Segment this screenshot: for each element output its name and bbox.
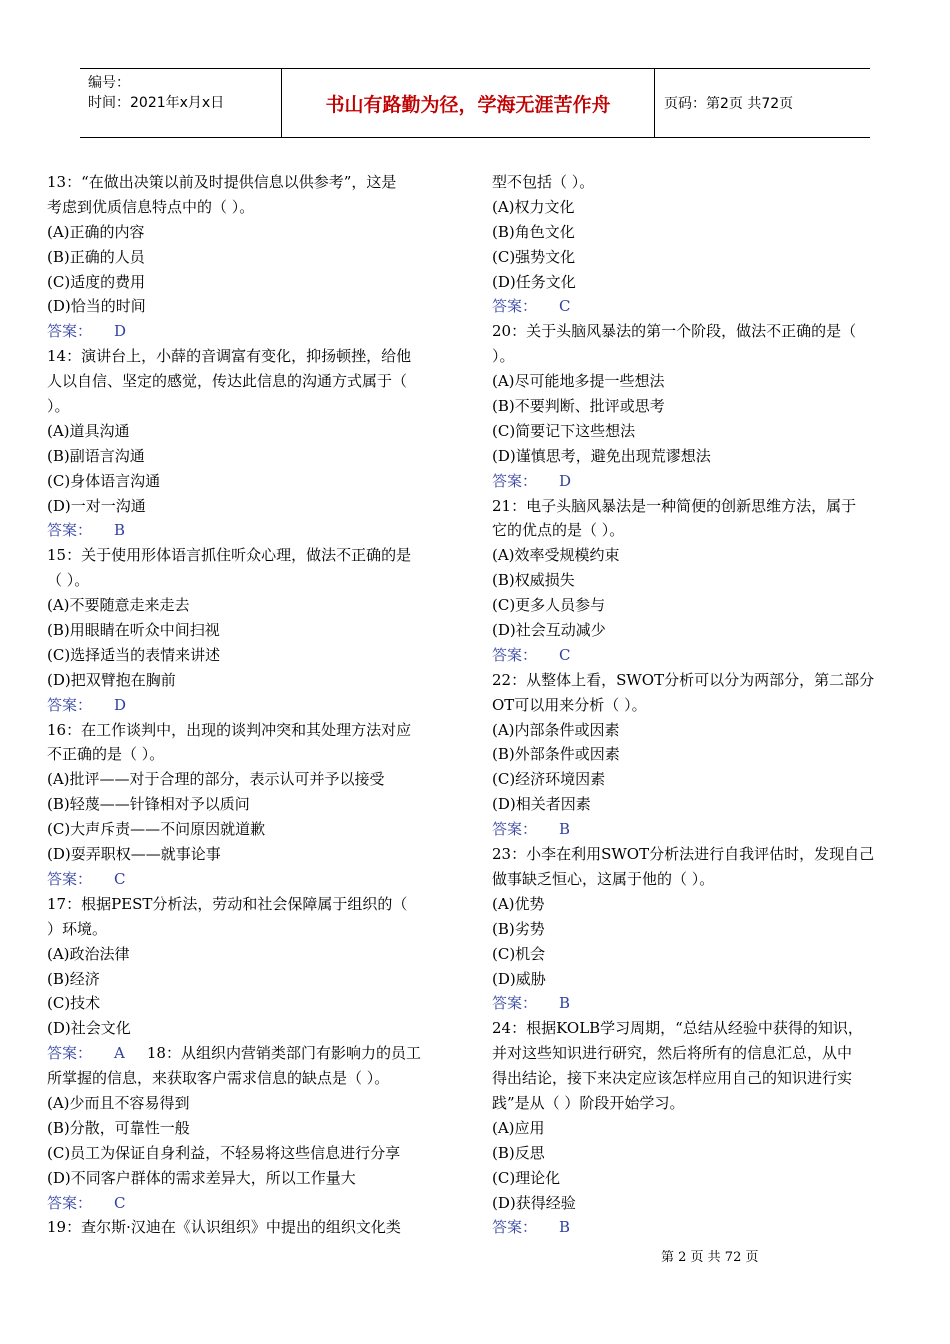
question-line: (B)轻蔑——针锋相对予以质问 [47, 795, 250, 814]
question-line: (C)员工为保证自身利益，不轻易将这些信息进行分享 [47, 1143, 401, 1162]
answer-label: 答案： [492, 645, 538, 664]
page-footer: 第 2 页 共 72 页 [661, 1250, 759, 1265]
question-line: (B)权威损失 [492, 571, 575, 590]
question-line: (C)更多人员参与 [492, 596, 606, 615]
question-line: (D)获得经验 [492, 1193, 576, 1212]
question-line: (D)社会文化 [47, 1019, 131, 1038]
question-line: 人以自信、坚定的感觉，传达此信息的沟通方式属于（ [47, 372, 408, 391]
answer-label: 答案： [47, 1193, 93, 1212]
question-line: OT可以用来分析（ ）。 [492, 695, 647, 714]
header-page-info: 页码：第2页 共72页 [664, 96, 794, 112]
question-line: (A)应用 [492, 1118, 545, 1137]
question-line: 所掌握的信息，来获取客户需求信息的缺点是（ ）。 [47, 1069, 390, 1088]
answer-line [47, 319, 465, 344]
question-line: (D)社会互动减少 [492, 621, 606, 640]
answer-label: 答案： [47, 1044, 93, 1063]
answer-line [492, 469, 910, 494]
question-line: (A)道具沟通 [47, 421, 130, 440]
question-line: (A)不要随意走来走去 [47, 596, 190, 615]
answer-line [492, 1215, 910, 1240]
question-line: (A)批评——对于合理的部分，表示认可并予以接受 [47, 770, 385, 789]
question-line: (B)经济 [47, 969, 100, 988]
answer-value: B [559, 994, 571, 1013]
answer-value: B [559, 1218, 571, 1237]
right-column [492, 170, 910, 1240]
question-line: (C)简要记下这些想法 [492, 421, 636, 440]
question-line: 不正确的是（ ）。 [47, 745, 165, 764]
question-line: (B)用眼睛在听众中间扫视 [47, 621, 220, 640]
question-line: (A)内部条件或因素 [492, 720, 620, 739]
answer-value: C [114, 869, 126, 888]
question-line: 18：从组织内营销类部门有影响力的员工 [146, 1044, 421, 1063]
question-line: (B)副语言沟通 [47, 446, 145, 465]
question-line: (B)分散，可靠性一般 [47, 1118, 190, 1137]
answer-value: A [114, 1044, 125, 1063]
left-column [47, 170, 465, 1240]
question-line: (D)谨慎思考，避免出现荒谬想法 [492, 446, 711, 465]
answer-value: B [559, 820, 571, 839]
question-line: (D)把双臂抱在胸前 [47, 670, 176, 689]
question-line: 24：根据KOLB学习周期，“总结从经验中获得的知识， [492, 1019, 863, 1038]
answer-value: C [559, 645, 571, 664]
question-line: 它的优点的是（ ）。 [492, 521, 625, 540]
answer-label: 答案： [47, 521, 93, 540]
answer-line [492, 643, 910, 668]
question-line: 做事缺乏恒心，这属于他的（ ）。 [492, 869, 715, 888]
question-line: 22：从整体上看，SWOT分析可以分为两部分，第二部分 [492, 670, 875, 689]
question-line: (D)恰当的时间 [47, 297, 146, 316]
answer-label: 答案： [47, 869, 93, 888]
question-line: 践”是从（ ）阶段开始学习。 [492, 1093, 685, 1112]
question-line: (B)外部条件或因素 [492, 745, 620, 764]
question-line: 13：“在做出决策以前及时提供信息以供参考”，这是 [47, 173, 397, 191]
question-line: (D)任务文化 [492, 272, 576, 291]
question-line: (D)耍弄职权——就事论事 [47, 845, 221, 864]
question-line: (A)效率受规模约束 [492, 546, 620, 565]
question-line: (A)政治法律 [47, 944, 130, 963]
question-line: 考虑到优质信息特点中的（ ）。 [47, 197, 255, 216]
answer-value: C [559, 297, 571, 316]
question-line: (C)大声斥责——不问原因就道歉 [47, 820, 266, 839]
answer-line [492, 991, 910, 1016]
answer-label: 答案： [492, 297, 538, 316]
answer-line [47, 867, 465, 892]
question-line: (B)反思 [492, 1143, 545, 1162]
answer-label: 答案： [492, 820, 538, 839]
question-line: (A)权力文化 [492, 197, 575, 216]
answer-line [47, 1191, 465, 1216]
question-line: (D)威胁 [492, 969, 546, 988]
answer-value: D [114, 322, 127, 341]
answer-value: C [114, 1193, 126, 1212]
answer-line [47, 518, 465, 543]
question-line: (C)适度的费用 [47, 272, 146, 291]
question-line: （ ）。 [47, 571, 90, 590]
answer-value: D [114, 695, 127, 714]
answer-value: B [114, 521, 126, 540]
answer-line [492, 294, 910, 319]
question-line: (C)强势文化 [492, 247, 576, 266]
question-line: (C)技术 [47, 994, 101, 1013]
question-line: (C)身体语言沟通 [47, 471, 161, 490]
answer-line [47, 1041, 465, 1066]
answer-label: 答案： [492, 994, 538, 1013]
answer-value: D [559, 471, 572, 490]
question-line: 14：演讲台上，小薛的音调富有变化，抑扬顿挫，给他 [47, 347, 412, 366]
question-line: 得出结论，接下来决定应该怎样应用自己的知识进行实 [492, 1069, 853, 1088]
question-line: (C)理论化 [492, 1168, 561, 1187]
question-line: 15：关于使用形体语言抓住听众心理，做法不正确的是 [47, 546, 412, 565]
question-line: (C)经济环境因素 [492, 770, 606, 789]
question-line: (D)不同客户群体的需求差异大，所以工作量大 [47, 1168, 356, 1187]
question-line: (A)优势 [492, 894, 545, 913]
question-line: 并对这些知识进行研究，然后将所有的信息汇总，从中 [492, 1044, 853, 1063]
question-line: (B)正确的人员 [47, 247, 145, 266]
answer-label: 答案： [47, 695, 93, 714]
question-line: ）。 [492, 347, 515, 366]
question-line: ）。 [47, 397, 70, 416]
answer-label: 答案： [47, 322, 93, 341]
question-line: 17：根据PEST分析法，劳动和社会保障属于组织的（ [47, 894, 408, 913]
answer-label: 答案： [492, 1218, 538, 1237]
question-line: 型不包括（ ）。 [492, 173, 595, 191]
question-line: (A)少而且不容易得到 [47, 1093, 190, 1112]
answer-label: 答案： [492, 471, 538, 490]
question-line: (B)劣势 [492, 919, 545, 938]
question-line: ）环境。 [47, 919, 108, 938]
question-line: (D)相关者因素 [492, 795, 591, 814]
question-line: (C)机会 [492, 944, 546, 963]
header-number-label: 编号： [88, 75, 130, 91]
question-line: (D)一对一沟通 [47, 496, 146, 515]
header-motto: 书山有路勤为径，学海无涯苦作舟 [282, 69, 655, 137]
answer-line [492, 817, 910, 842]
question-line: 19：查尔斯·汉迪在《认识组织》中提出的组织文化类 [47, 1218, 401, 1237]
page-header [80, 68, 870, 138]
question-line: (A)尽可能地多提一些想法 [492, 372, 665, 391]
question-line: 23：小李在利用SWOT分析法进行自我评估时，发现自己 [492, 845, 875, 864]
answer-line [47, 693, 465, 718]
question-line: (B)不要判断、批评或思考 [492, 397, 665, 416]
question-line: (C)选择适当的表情来讲述 [47, 645, 221, 664]
question-line: (A)正确的内容 [47, 222, 145, 241]
question-line: 20：关于头脑风暴法的第一个阶段，做法不正确的是（ [492, 322, 857, 341]
question-line: (B)角色文化 [492, 222, 575, 241]
question-line: 21：电子头脑风暴法是一种简便的创新思维方法，属于 [492, 496, 857, 515]
header-date-label: 时间：2021年x月x日 [88, 95, 225, 111]
header-meta-cell [80, 69, 282, 137]
question-line: 16：在工作谈判中，出现的谈判冲突和其处理方法对应 [47, 720, 412, 739]
